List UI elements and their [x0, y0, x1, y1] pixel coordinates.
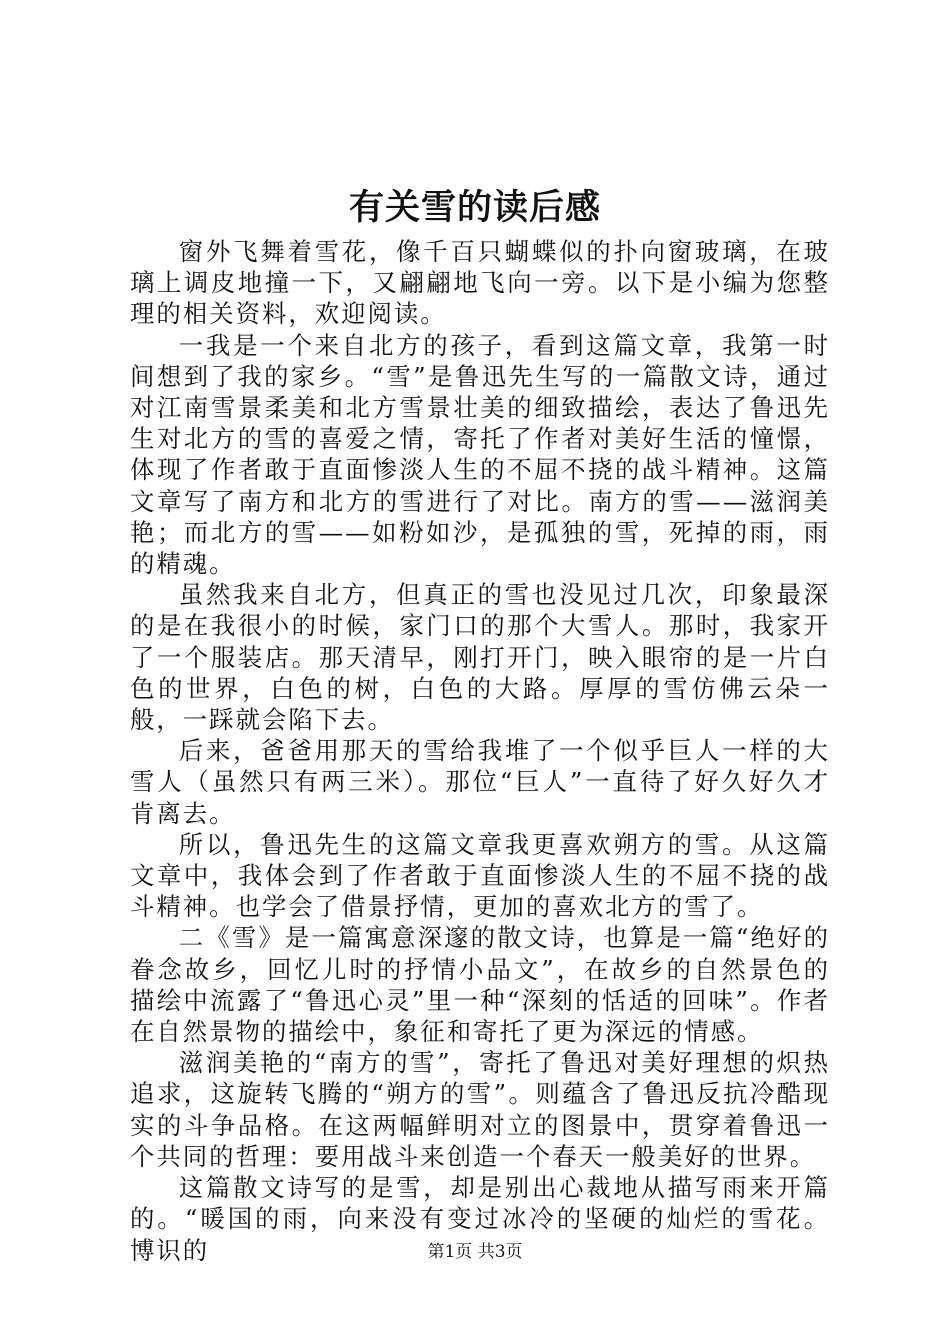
paragraph: 所以，鲁迅先生的这篇文章我更喜欢朔方的雪。从这篇文章中，我体会到了作者敢于直面惨淡人生的不屈不挠的战斗精神。也学会了借景抒情，更加的喜欢北方的雪了。 — [130, 829, 830, 922]
page-number-footer: 第1页 共3页 — [427, 1242, 523, 1262]
paragraph: 这篇散文诗写的是雪，却是别出心裁地从描写雨来开篇的。“暖国的雨，向来没有变过冰冷的坚硬的灿烂的雪花。博识的 — [130, 1173, 830, 1265]
paragraph: 后来，爸爸用那天的雪给我堆了一个似乎巨人一样的大雪人（虽然只有两三米）。那位“巨人”一直待了好久好久才肯离去。 — [130, 736, 830, 828]
document-title: 有关雪的读后感 — [348, 187, 601, 228]
paragraph: 二《雪》是一篇寓意深邃的散文诗，也算是一篇“绝好的眷念故乡，回忆儿时的抒情小品文”，在故乡的自然景色的描绘中流露了“鲁迅心灵”里一种“深刻的恬适的回味”。作者在自然景物的描绘中，象征和寄托了更为深远的情感。 — [130, 923, 830, 1047]
paragraph: 滋润美艳的“南方的雪”，寄托了鲁迅对美好理想的炽热追求，这旋转飞腾的“朔方的雪”。则蕴含了鲁迅反抗冷酷现实的斗争品格。在这两幅鲜明对立的图景中，贯穿着鲁迅一个共同的哲理：要用战斗来创造一个春天一般美好的世界。 — [130, 1048, 830, 1171]
document-body — [130, 236, 830, 1266]
paragraph: 窗外飞舞着雪花，像千百只蝴蝶似的扑向窗玻璃，在玻璃上调皮地撞一下，又翩翩地飞向一旁。以下是小编为您整理的相关资料，欢迎阅读。 — [130, 237, 830, 329]
paragraph: 一我是一个来自北方的孩子，看到这篇文章，我第一时间想到了我的家乡。“雪”是鲁迅先生写的一篇散文诗，通过对江南雪景柔美和北方雪景壮美的细致描绘，表达了鲁迅先生对北方的雪的喜爱之情，寄托了作者对美好生活的憧憬，体现了作者敢于直面惨淡人生的不屈不挠的战斗精神。这篇文章写了南方和北方的雪进行了对比。南方的雪——滋润美艳；而北方的雪——如粉如沙，是孤独的雪，死掉的雨，雨的精魂。 — [130, 330, 830, 579]
paragraph: 虽然我来自北方，但真正的雪也没见过几次，印象最深的是在我很小的时候，家门口的那个大雪人。那时，我家开了一个服装店。那天清早，刚打开门，映入眼帘的是一片白色的世界，白色的树，白色的大路。厚厚的雪仿佛云朵一般，一踩就会陷下去。 — [130, 580, 830, 735]
